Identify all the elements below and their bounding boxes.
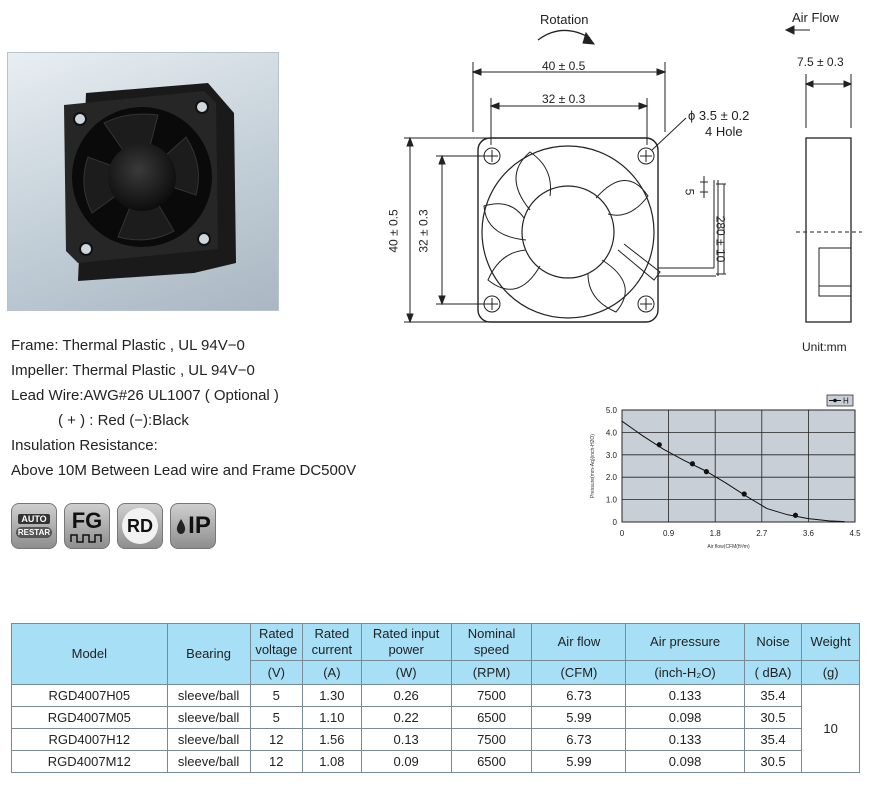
spec-insulation-title: Insulation Resistance: <box>11 437 158 454</box>
header-pressure: Air pressure <box>626 624 744 661</box>
x-axis-label: Air flow(CFM(ft³/m) <box>707 544 750 550</box>
cell-pressure: 0.098 <box>626 707 744 729</box>
table-row <box>12 685 860 707</box>
cell-bearing: sleeve/ball <box>167 751 250 773</box>
cell-current: 1.10 <box>303 707 362 729</box>
table-row <box>12 729 860 751</box>
spec-polarity: ( + ) : Red (−):Black <box>58 412 189 429</box>
y-axis-label: Pressure(mm-Aq)(inch-H2O) <box>590 434 596 498</box>
cell-airflow: 6.73 <box>532 685 626 707</box>
cell-power: 0.26 <box>361 685 451 707</box>
header-noise: Noise <box>744 624 802 661</box>
unit-current: (A) <box>303 661 362 685</box>
header-voltage: Rated voltage <box>250 624 303 661</box>
x-tick-label: 3.6 <box>802 529 814 538</box>
cell-model: RGD4007H05 <box>12 685 168 707</box>
header-power: Rated input power <box>361 624 451 661</box>
cell-voltage: 12 <box>250 729 303 751</box>
cell-speed: 7500 <box>451 729 532 751</box>
cell-voltage: 5 <box>250 685 303 707</box>
spec-lead-wire: Lead Wire:AWG#26 UL1007 ( Optional ) <box>11 387 279 404</box>
cell-voltage: 12 <box>250 751 303 773</box>
cell-current: 1.30 <box>303 685 362 707</box>
auto-restart-badge <box>11 503 57 549</box>
x-tick-label: 2.7 <box>756 529 768 538</box>
front-view-drawing <box>390 0 690 340</box>
cell-speed: 6500 <box>451 707 532 729</box>
header-bearing: Bearing <box>167 624 250 685</box>
cell-power: 0.13 <box>361 729 451 751</box>
y-tick-label: 0 <box>612 518 617 527</box>
unit-pressure: (inch-H₂O) <box>626 661 744 685</box>
air-flow-label: Air Flow <box>792 10 839 25</box>
cell-speed: 6500 <box>451 751 532 773</box>
unit-weight: (g) <box>802 661 860 685</box>
dim-40-top: 40 ± 0.5 <box>542 59 586 73</box>
spec-impeller: Impeller: Thermal Plastic , UL 94V−0 <box>11 362 255 379</box>
y-tick-label: 5.0 <box>605 406 617 415</box>
unit-power: (W) <box>361 661 451 685</box>
cell-pressure: 0.133 <box>626 729 744 751</box>
dim-5-label: 5 <box>682 188 697 196</box>
x-tick-label: 0 <box>619 529 625 538</box>
hole-size-label: ϕ 3.5 ± 0.2 <box>688 108 750 123</box>
cell-noise: 35.4 <box>744 685 802 707</box>
legend-label: H <box>843 396 849 406</box>
unit-airflow: (CFM) <box>532 661 626 685</box>
unit-voltage: (V) <box>250 661 303 685</box>
ip-badge <box>170 503 216 549</box>
cell-model: RGD4007H12 <box>12 729 168 751</box>
header-current: Rated current <box>303 624 362 661</box>
cell-weight: 10 <box>802 685 860 773</box>
cell-model: RGD4007M12 <box>12 751 168 773</box>
droplet-icon <box>175 517 187 535</box>
cell-pressure: 0.133 <box>626 685 744 707</box>
y-tick-label: 2.0 <box>605 473 617 483</box>
y-tick-label: 1.0 <box>605 495 617 505</box>
auto-label: AUTO <box>18 514 49 524</box>
spec-table <box>11 623 860 773</box>
header-model: Model <box>12 624 168 685</box>
cell-speed: 7500 <box>451 685 532 707</box>
cell-noise: 30.5 <box>744 707 802 729</box>
fg-badge <box>64 503 110 549</box>
y-tick-label: 3.0 <box>605 450 617 460</box>
dim-32-left: 32 ± 0.3 <box>416 209 431 253</box>
cell-power: 0.22 <box>361 707 451 729</box>
x-tick-label: 4.5 <box>849 529 861 538</box>
y-tick-label: 4.0 <box>605 428 617 438</box>
unit-label: Unit:mm <box>802 340 847 354</box>
cell-bearing: sleeve/ball <box>167 729 250 751</box>
rd-label: RD <box>122 508 158 544</box>
data-point <box>793 513 798 518</box>
unit-noise: ( dBA) <box>744 661 802 685</box>
header-airflow: Air flow <box>532 624 626 661</box>
dim-32-top: 32 ± 0.3 <box>542 92 586 106</box>
cell-current: 1.08 <box>303 751 362 773</box>
cell-airflow: 6.73 <box>532 729 626 751</box>
fan-photo-illustration <box>8 53 279 311</box>
rd-badge <box>117 503 163 549</box>
plot-area <box>622 410 855 522</box>
rotation-label: Rotation <box>540 12 589 27</box>
ip-label: IP <box>188 512 211 539</box>
cell-bearing: sleeve/ball <box>167 707 250 729</box>
x-tick-label: 1.8 <box>709 529 721 538</box>
square-wave-icon <box>70 533 104 543</box>
data-point <box>657 442 662 447</box>
cell-power: 0.09 <box>361 751 451 773</box>
spec-insulation-value: Above 10M Between Lead wire and Frame DC500V <box>11 462 357 479</box>
table-row <box>12 751 860 773</box>
restart-label: RESTAR <box>17 528 51 537</box>
cell-noise: 30.5 <box>744 751 802 773</box>
cell-voltage: 5 <box>250 707 303 729</box>
data-point <box>704 469 709 474</box>
table-header-row <box>12 624 860 661</box>
header-weight: Weight <box>802 624 860 661</box>
cell-bearing: sleeve/ball <box>167 685 250 707</box>
fg-label: FG <box>71 508 103 533</box>
cell-airflow: 5.99 <box>532 707 626 729</box>
legend-marker <box>833 399 837 403</box>
spec-frame: Frame: Thermal Plastic , UL 94V−0 <box>11 337 245 354</box>
cell-current: 1.56 <box>303 729 362 751</box>
dim-280-label: 280 ± 10 <box>713 215 728 263</box>
cell-pressure: 0.098 <box>626 751 744 773</box>
x-tick-label: 0.9 <box>663 529 675 538</box>
dim-thickness: 7.5 ± 0.3 <box>797 55 844 69</box>
product-photo <box>7 52 279 311</box>
cell-airflow: 5.99 <box>532 751 626 773</box>
pq-chart <box>580 392 870 562</box>
data-point <box>742 491 747 496</box>
cell-model: RGD4007M05 <box>12 707 168 729</box>
table-row <box>12 707 860 729</box>
cell-noise: 35.4 <box>744 729 802 751</box>
data-point <box>690 461 695 466</box>
hole-count-label: 4 Hole <box>705 124 743 139</box>
dim-40-left: 40 ± 0.5 <box>386 209 401 253</box>
header-speed: Nominal speed <box>451 624 532 661</box>
unit-speed: (RPM) <box>451 661 532 685</box>
